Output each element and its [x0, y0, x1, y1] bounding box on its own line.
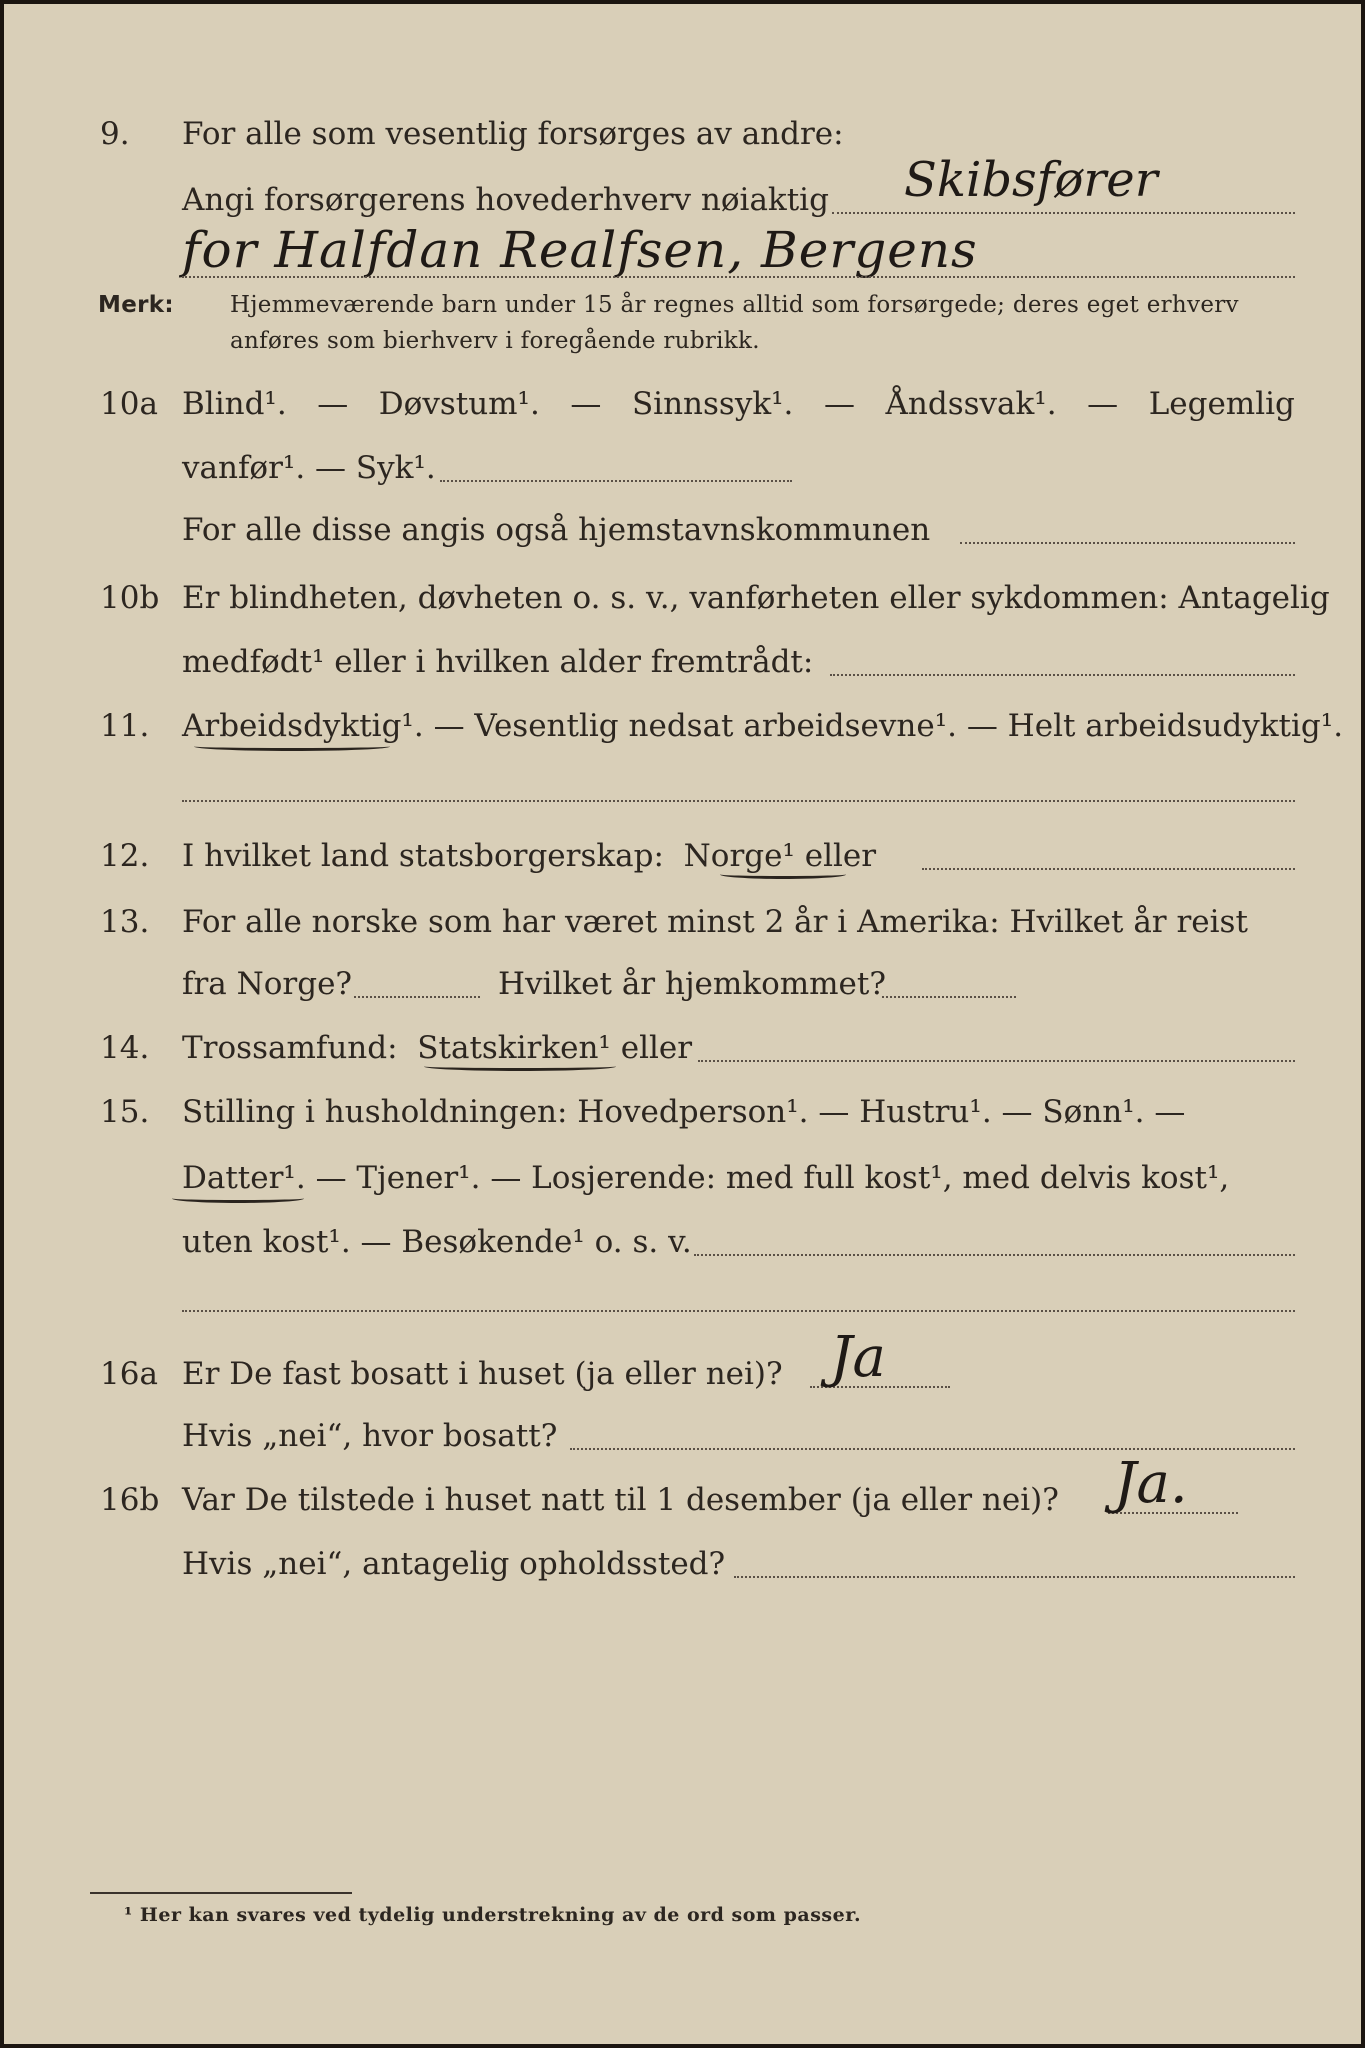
q9-handwritten-employer: for Halfdan Realfsen, Bergens: [182, 221, 978, 279]
dotted-line: [182, 276, 1295, 278]
q10a-dash: —: [570, 386, 602, 422]
q10a-options: [182, 384, 1295, 424]
q15-option-datter: Datter¹.: [182, 1160, 306, 1196]
q12-tail: eller: [804, 838, 877, 874]
q10a-number: 10a: [100, 386, 158, 422]
selection-underline: [172, 1194, 304, 1203]
dotted-line: [570, 1448, 1295, 1450]
q14-text: [182, 1028, 692, 1068]
q13-text-1: For alle norske som har været minst 2 år i Amerika: Hvilket år reist: [182, 904, 1248, 940]
q16a-handwritten-answer: Ja: [830, 1325, 886, 1390]
q12-option-norge: Norge¹: [683, 838, 795, 874]
dotted-line: [832, 212, 1295, 214]
q10a-text-2: vanfør¹. — Syk¹.: [182, 450, 436, 486]
selection-underline: [194, 742, 390, 751]
q9-number: 9.: [100, 116, 130, 152]
q9-text-2: Angi forsørgerens hovederhverv nøiaktig: [182, 182, 829, 218]
q15-text-2: [182, 1158, 1229, 1198]
q15-rest: — Tjener¹. — Losjerende: med full kost¹, med delvis kost¹,: [315, 1160, 1230, 1196]
q13-text-2b: Hvilket år hjemkommet?: [498, 966, 886, 1002]
q16b-handwritten-answer: Ja.: [1114, 1451, 1188, 1516]
q11-number: 11.: [100, 708, 150, 744]
merk-label: Merk:: [98, 292, 174, 318]
footnote: ¹ Her kan svares ved tydelig understrekning av de ord som passer.: [124, 1904, 862, 1926]
q15-text-1: Stilling i husholdningen: Hovedperson¹. — Hustru¹. — Sønn¹. —: [182, 1094, 1186, 1130]
q10b-text-2: medfødt¹ eller i hvilken alder fremtrådt:: [182, 644, 814, 680]
q10a-opt: Blind¹.: [182, 386, 287, 422]
footnote-rule: [90, 1892, 352, 1894]
dotted-line: [734, 1576, 1295, 1578]
q10b-number: 10b: [100, 580, 160, 616]
q16a-text-1: Er De fast bosatt i huset (ja eller nei)?: [182, 1356, 783, 1392]
q16b-text-2: Hvis „nei“, antagelig opholdssted?: [182, 1546, 726, 1582]
q9-text-1: For alle som vesentlig forsørges av andre:: [182, 116, 844, 152]
dotted-line: [698, 1060, 1295, 1062]
q14-question: Trossamfund:: [182, 1030, 398, 1066]
q13-number: 13.: [100, 904, 150, 940]
q10a-opt: Sinnssyk¹.: [631, 386, 794, 422]
q10a-dash: —: [317, 386, 349, 422]
dotted-line: [354, 996, 480, 998]
q12-number: 12.: [100, 838, 150, 874]
q10a-text-3: For alle disse angis også hjemstavnskommunen: [182, 512, 931, 548]
q14-option-statskirken: Statskirken¹: [417, 1030, 611, 1066]
q11-text: [182, 706, 1343, 746]
q15-text-3: uten kost¹. — Besøkende¹ o. s. v.: [182, 1224, 692, 1260]
q15-number: 15.: [100, 1094, 150, 1130]
dotted-line: [182, 1310, 1295, 1312]
q10b-text-1: Er blindheten, døvheten o. s. v., vanførheten eller sykdommen: Antagelig: [182, 580, 1330, 616]
q9-handwritten-occupation: Skibsfører: [904, 152, 1158, 208]
q13-text-2a: fra Norge?: [182, 966, 353, 1002]
q10a-dash: —: [823, 386, 855, 422]
dotted-line: [694, 1254, 1295, 1256]
q16a-number: 16a: [100, 1356, 158, 1392]
dotted-line: [830, 674, 1295, 676]
selection-underline: [720, 870, 846, 879]
dotted-line: [960, 542, 1295, 544]
q12-question: I hvilket land statsborgerskap:: [182, 838, 664, 874]
q11-rest: — Vesentlig nedsat arbeidsevne¹. — Helt arbeidsudyktig¹.: [433, 708, 1344, 744]
q10a-opt: Åndssvak¹.: [885, 386, 1057, 422]
q11-option-arbeidsdyktig: Arbeidsdyktig¹.: [182, 708, 424, 744]
q10a-opt: Legemlig: [1148, 386, 1295, 422]
q10a-opt: Døvstum¹.: [378, 386, 540, 422]
dotted-line: [440, 480, 792, 482]
q16b-text-1: Var De tilstede i huset natt til 1 desember (ja eller nei)?: [182, 1482, 1059, 1518]
dotted-line: [182, 800, 1295, 802]
selection-underline: [424, 1062, 616, 1071]
dotted-line: [882, 996, 1016, 998]
merk-text-2: anføres som bierhverv i foregående rubrikk.: [230, 328, 760, 354]
q14-tail: eller: [620, 1030, 693, 1066]
q16a-text-2: Hvis „nei“, hvor bosatt?: [182, 1418, 558, 1454]
q10a-dash: —: [1087, 386, 1119, 422]
q14-number: 14.: [100, 1030, 150, 1066]
q16b-number: 16b: [100, 1482, 160, 1518]
merk-text-1: Hjemmeværende barn under 15 år regnes alltid som forsørgede; deres eget erhverv: [230, 292, 1239, 318]
dotted-line: [922, 868, 1295, 870]
